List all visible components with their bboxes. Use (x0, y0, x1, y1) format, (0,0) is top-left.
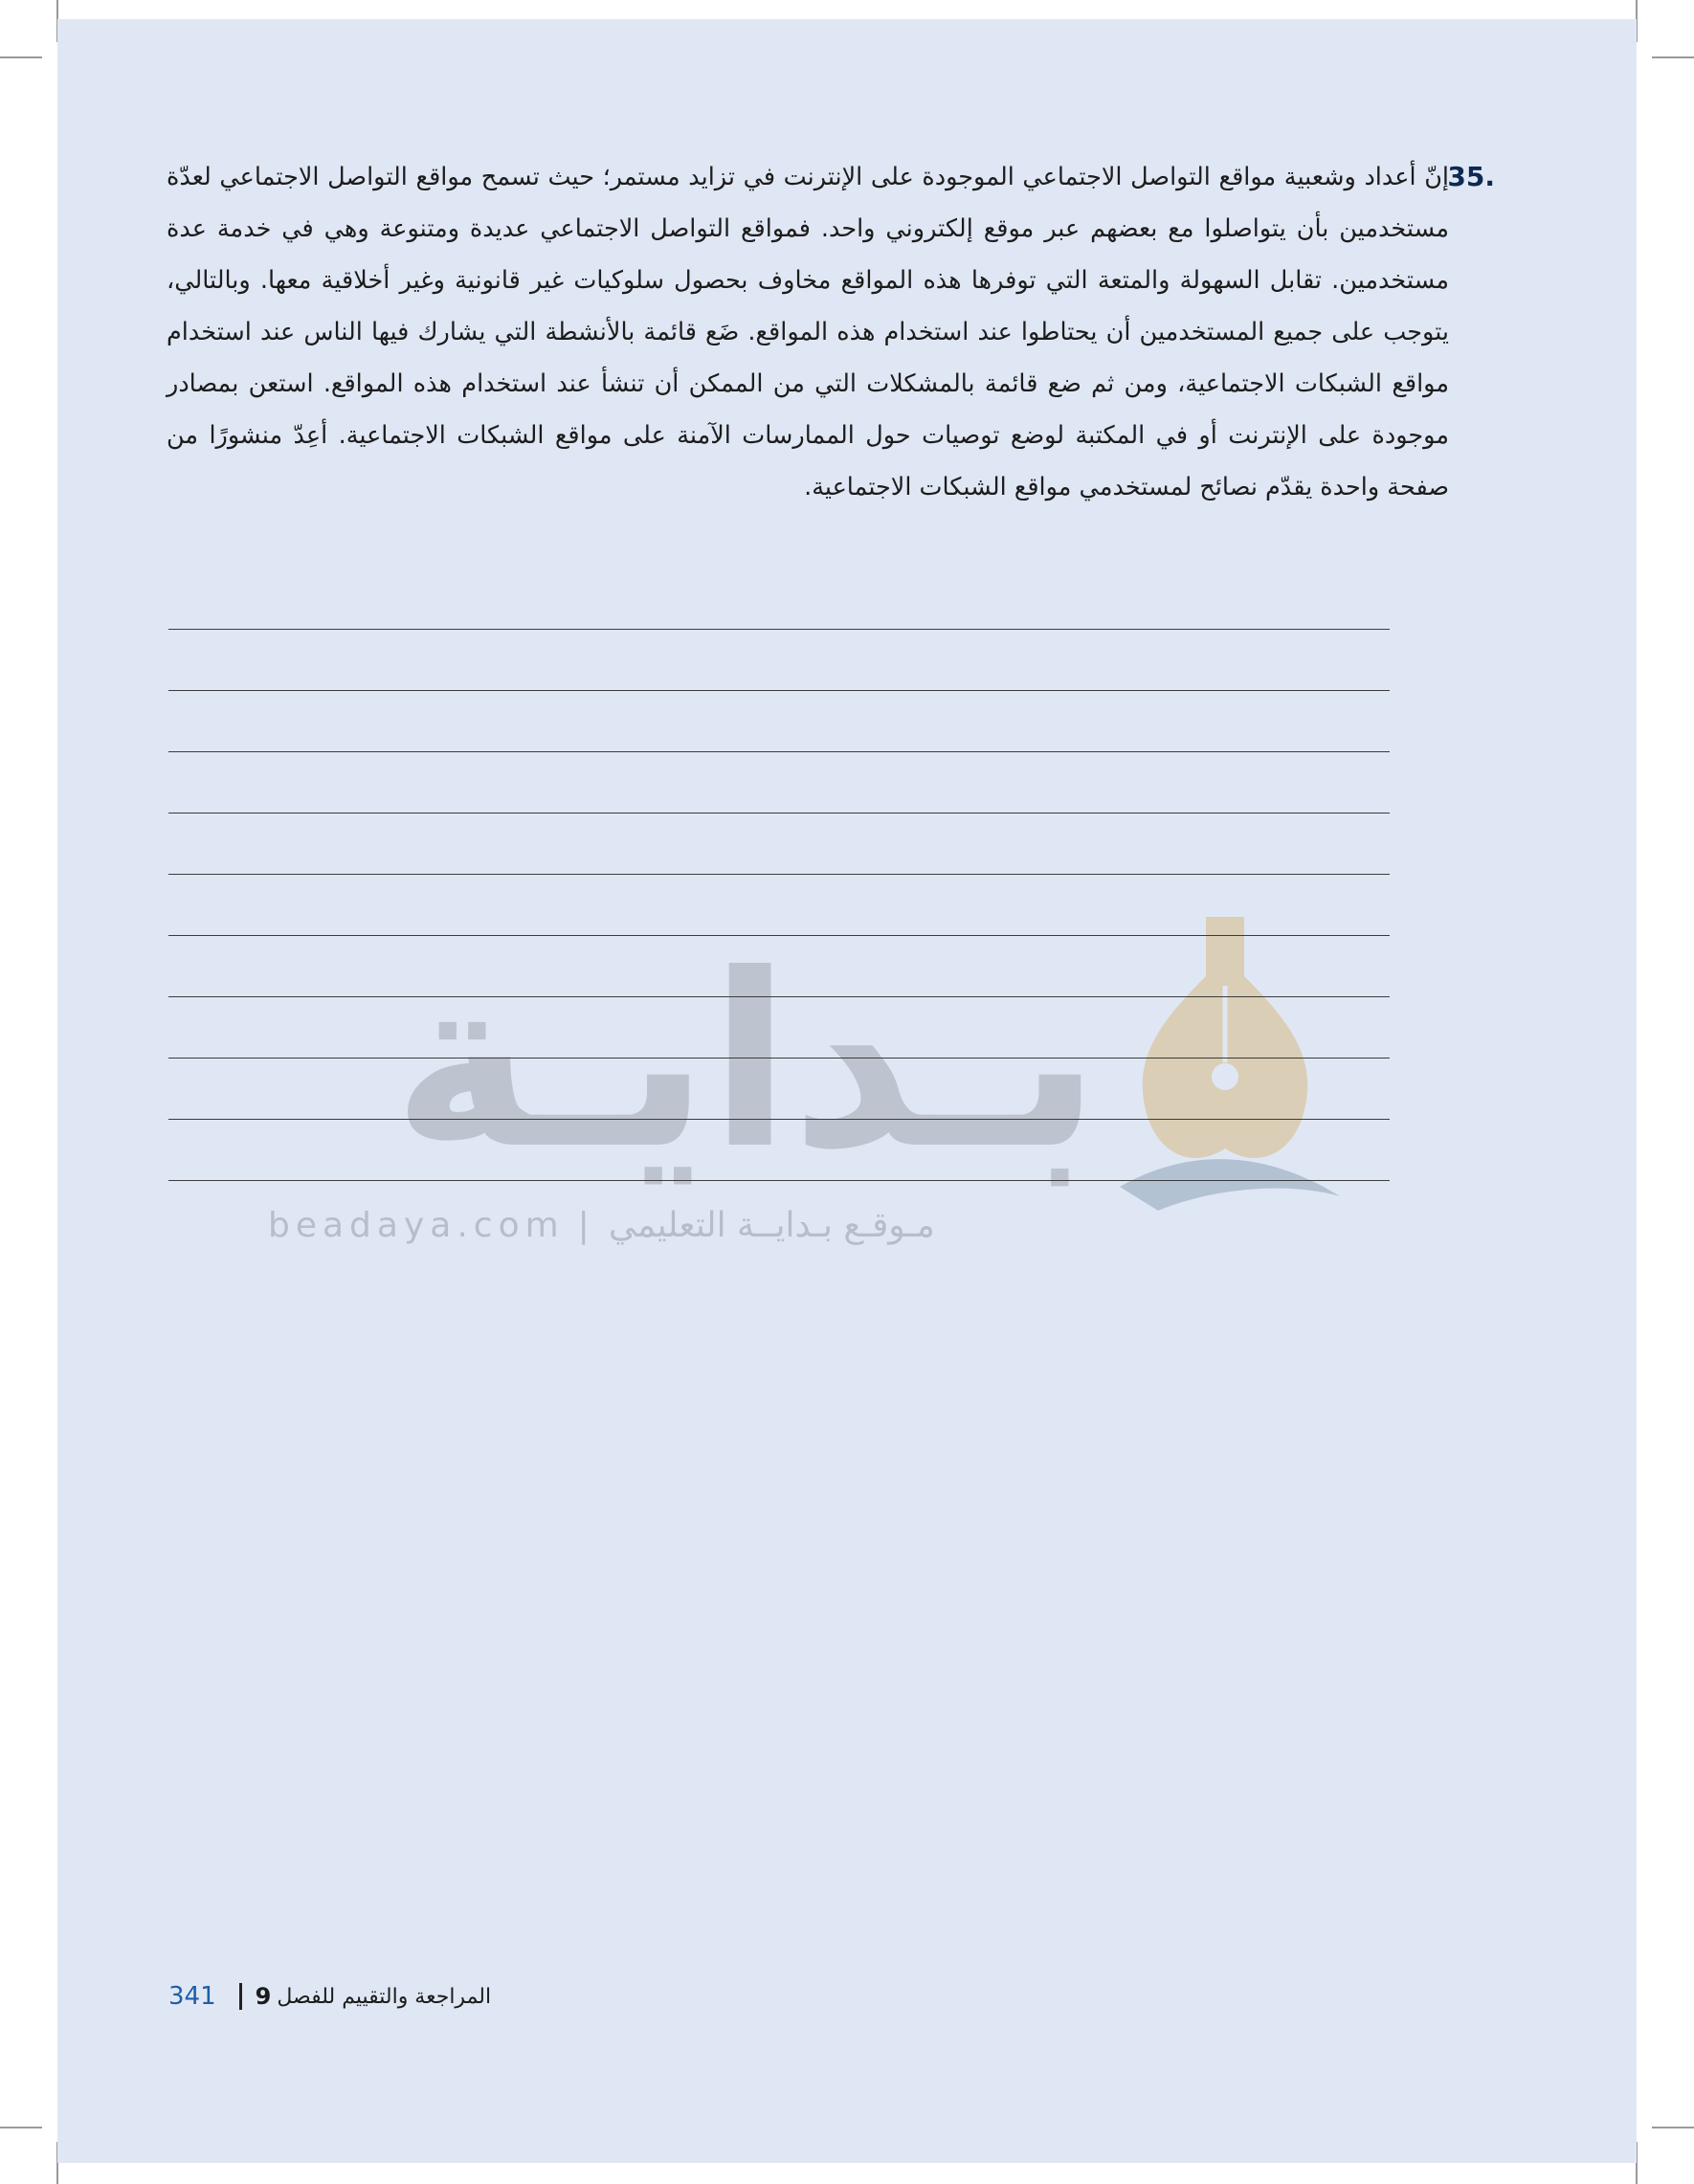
chapter-label: المراجعة والتقييم للفصل (277, 1984, 492, 2009)
watermark-site: beadaya.com (268, 1206, 565, 1245)
watermark-word: بـدايـة (391, 923, 1102, 1201)
question-line: التواصل الاجتماعي لعدّة مستخدمين بأن يتواصلوا مع بعضهم عبر موقع إلكتروني واحد. فمواقع التواصل (167, 163, 1449, 243)
question-line: يحتاطوا عند استخدام هذه المواقع. ضَع قائمة بالأنشطة التي يشارك فيها الناس عند استخدام مواقع (167, 318, 1449, 398)
answer-line (168, 751, 1390, 752)
answer-line (168, 935, 1390, 936)
question-line: الاجتماعي عديدة ومتنوعة وهي في خدمة عدة مستخدمين. تقابل السهولة والمتعة التي توفرها هذه المواقع (167, 214, 1449, 295)
question-line: استعن بمصادر موجودة على الإنترنت أو في المكتبة لوضع توصيات حول الممارسات الآمنة على مواقع (167, 369, 1450, 450)
crop-mark-bottom-right-h (1652, 2127, 1694, 2128)
answer-line (168, 1180, 1390, 1181)
answer-line (168, 629, 1390, 630)
answer-line (168, 690, 1390, 691)
crop-mark-top-left-h (0, 56, 42, 58)
answer-line (168, 996, 1390, 997)
watermark (239, 909, 1455, 1292)
crop-mark-top-right-h (1652, 56, 1694, 58)
answer-line (168, 874, 1390, 875)
crop-mark-bottom-left-h (0, 2127, 42, 2128)
answer-line (168, 1058, 1390, 1059)
question-line: مخاوف بحصول سلوكيات غير قانونية وغير أخلاقية معها. وبالتالي، يتوجب على جميع المستخدمين أن (167, 266, 1449, 346)
question-35 (167, 151, 1495, 513)
watermark-tagline: مـوقـع بـدايــة التعليمي (608, 1206, 935, 1245)
footer-divider (239, 1983, 242, 2010)
question-line: الشبكات الاجتماعية، ومن ثم ضع قائمة بالمشكلات التي من الممكن أن تنشأ عند استخدام هذه المواقع. (323, 369, 1383, 398)
answer-line (168, 1119, 1390, 1120)
page-footer (168, 1977, 491, 2016)
question-line: الشبكات الاجتماعية. أعِدّ منشورًا من صفحة واحدة يقدّم نصائح لمستخدمي مواقع الشبكات الاجتماعية. (167, 421, 1449, 501)
pen-nib-icon (1101, 909, 1349, 1235)
page-number: 341 (168, 1982, 216, 2011)
question-line: إنّ أعداد وشعبية مواقع التواصل الاجتماعي الموجودة على الإنترنت في تزايد مستمر؛ حيث تسمح مواقع (415, 163, 1450, 191)
question-number: 35. (1447, 161, 1495, 192)
watermark-separator: | (577, 1206, 595, 1245)
chapter-number: 9 (255, 1983, 272, 2010)
watermark-caption (268, 1206, 1129, 1245)
